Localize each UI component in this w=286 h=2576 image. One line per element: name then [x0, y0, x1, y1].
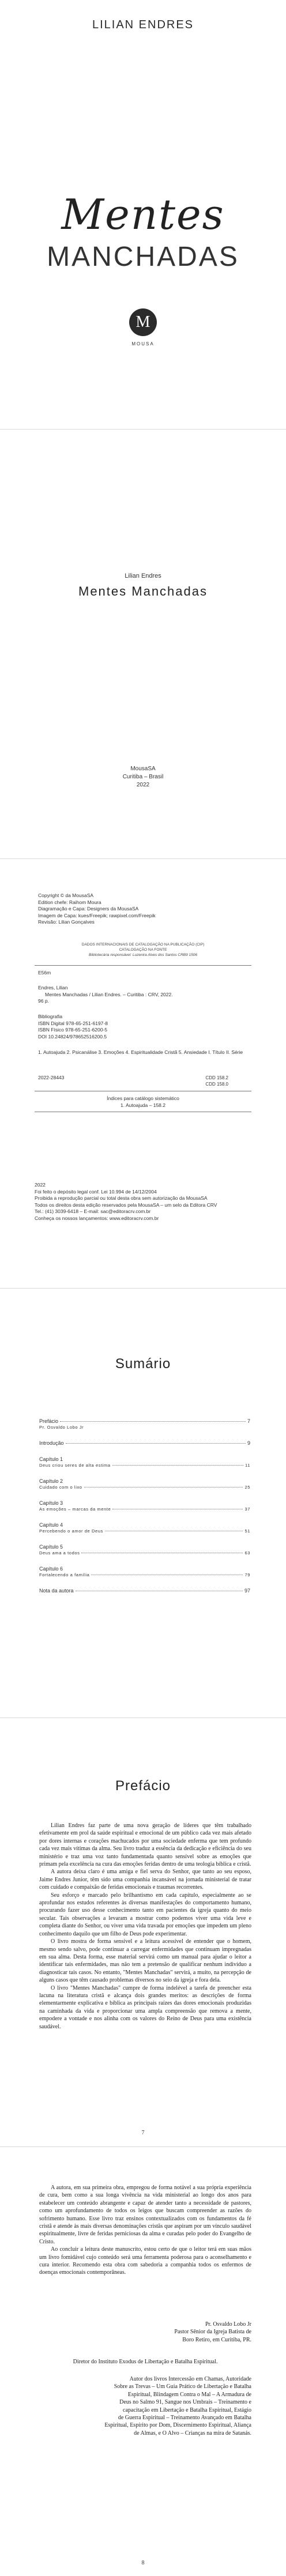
cip-rule	[35, 965, 251, 966]
cover-page	[0, 0, 286, 429]
cip-librarian: Bibliotecária responsável: Luzenira Alves dos Santos CRB9 1506	[88, 953, 197, 957]
preface-text	[39, 1822, 251, 2031]
toc-label: Capítulo 2	[39, 1478, 63, 1484]
legal-line: Tel.: (41) 3039-6418 – E-mail: sac@editoracrv.com.br	[35, 1208, 151, 1214]
credit-line: Revisão: Lilian Gonçalves	[38, 919, 95, 925]
bio-line: Sobre as Trevas – Um Guia Prático de Libertação e Batalha	[114, 2383, 251, 2390]
signature-line: Boro Retiro, em Curitiba, PR.	[182, 2336, 251, 2343]
bio-line: Espiritual, Espírito por Dom, Discernimento Espiritual, Aliança	[104, 2422, 251, 2429]
biblio-line: Bibliografia	[38, 1014, 63, 1019]
preface-heading: Prefácio	[115, 1778, 171, 1794]
legal-line: Conheça os nossos lançamentos: www.editoracrv.com.br	[35, 1215, 159, 1221]
toc-entry-chapter-2[interactable]	[39, 1478, 250, 1490]
toc-leader	[60, 1421, 246, 1422]
toc-subtitle: Pr. Osvaldo Lobo Jr	[39, 1425, 84, 1430]
cdd-block	[205, 1075, 228, 1087]
toc-page: 37	[244, 1507, 250, 1512]
credit-line: Edition chefe: Raihom Moura	[38, 899, 101, 905]
toc-leader	[66, 1443, 246, 1444]
toc-label: Nota da autora	[39, 1588, 74, 1594]
title-page	[0, 430, 286, 858]
catalog-index	[35, 1095, 251, 1109]
publisher-line: MousaSA	[130, 766, 156, 772]
cip-entry	[38, 985, 248, 1005]
author-bio	[104, 2375, 251, 2437]
toc-label: Capítulo 3	[39, 1500, 63, 1506]
signature-line: Pastor Sênior da Igreja Batista de	[174, 2329, 251, 2336]
toc-label: Capítulo 4	[39, 1522, 63, 1528]
cdd-line: CDD 158.0	[205, 1082, 228, 1087]
title-page-author: Lilian Endres	[125, 573, 161, 579]
toc-entry-chapter-3[interactable]	[39, 1500, 250, 1512]
cip-record	[35, 965, 251, 1138]
title-page-publisher	[0, 765, 286, 789]
toc-entry-chapter-4[interactable]	[39, 1522, 250, 1534]
toc-subtitle: Cuidado com o lixo	[39, 1485, 82, 1490]
credit-line: Copyright © da MousaSA	[38, 892, 94, 898]
toc-subtitle: Deus ama a todos	[39, 1550, 80, 1556]
cover-author: LILIAN ENDRES	[92, 18, 194, 31]
toc-subtitle: Fortalecendo a família	[39, 1572, 90, 1577]
toc-page: 79	[244, 1572, 250, 1577]
cip-header	[35, 942, 251, 958]
cip-code: E56m	[38, 970, 51, 976]
toc-page: 25	[244, 1485, 250, 1490]
cover-title-script: Mentes	[61, 190, 225, 239]
cover-publisher: MOUSA	[131, 341, 155, 347]
toc-label: Capítulo 6	[39, 1566, 63, 1572]
publisher-line: Curitiba – Brasil	[122, 774, 164, 780]
toc-label: Capítulo 1	[39, 1456, 63, 1462]
page-number: 8	[141, 2560, 145, 2566]
toc-entry-chapter-6[interactable]	[39, 1566, 250, 1577]
toc-page: 11	[245, 1463, 250, 1468]
cip-line: Endres, Lilian	[38, 985, 68, 991]
biblio-line: ISBN Digital 978-65-251-6197-8	[38, 1020, 108, 1026]
toc-label: Prefácio	[39, 1418, 59, 1424]
toc-entry-preface[interactable]	[39, 1418, 250, 1430]
toc-page: 7	[247, 1418, 250, 1424]
table-of-contents	[39, 1418, 250, 1604]
afterword-text	[39, 2184, 251, 2277]
toc-entry-chapter-5[interactable]	[39, 1544, 250, 1556]
toc-subtitle: Deus criou seres de alta estima	[39, 1463, 111, 1468]
toc-leader	[112, 1465, 243, 1466]
title-page-title: Mentes Manchadas	[78, 584, 208, 598]
preface-paragraph: O livro "Mentes Manchadas" cumpre de forma indelével a tarefa de preencher esta lacuna na literatura cristã e alcança dois grandes meritos: as descrições de forma elementarmente explicativa e bíblica as principais raízes das dores emocionais produzidas na caminhada da vida e proporcionar uma ampla compreensão que remova a mente, empodere a vontade e nos alinha com os valores do Reino de Deus para uma existência saudável.	[39, 1984, 251, 2030]
cip-line: 96 p.	[38, 998, 49, 1004]
bio-line: capacitação em Libertação e Batalha Espiritual, Estágio	[123, 2406, 251, 2413]
preface-paragraph: Lilian Endres faz parte de uma nova geração de líderes que têm trabalhado efetivamente em prol da saúde espiritual e emocional de um público cada vez mais afetado por dores internas e corações machucados por uma sociedade enferma que tem profundo cada vez mais vítimas da alma. Seu livro traduz a essência da dedicação e eficiência do seu ministério e traz uma voz tanto fundamentada quanto sensível sobre as emoções que primam pela excelência na cura das emoções feridas dentro de uma teologia bíblica e cristã.	[39, 1822, 251, 1868]
toc-page: 97	[244, 1588, 250, 1594]
toc-label: Introdução	[39, 1440, 64, 1446]
biblio-line: ISBN Físico 978-65-251-6200-5	[38, 1027, 108, 1033]
bio-line: Autor dos livros Intercessão em Chamas, Autoridade	[129, 2376, 251, 2382]
toc-subtitle: Percebendo o amor de Deus	[39, 1528, 103, 1534]
index-line: 1. Autoajuda – 158.2	[121, 1102, 165, 1108]
cip-subheading: CATALOGAÇÃO NA FONTE	[119, 948, 167, 952]
toc-page: 63	[244, 1550, 250, 1556]
legal-line: Todos os direitos desta edição reservados pela MousaSA – um selo da Editora CRV	[35, 1202, 217, 1208]
toc-entry-author-note[interactable]	[39, 1588, 250, 1594]
legal-line: Foi feito o depósito legal conf. Lei 10.994 de 14/12/2004	[35, 1188, 157, 1195]
credits-block	[38, 892, 251, 926]
publisher-line: 2022	[136, 782, 150, 788]
preface-paragraph: A autora deixa claro é uma amiga e fiel serva do Senhor, que tanto ao seu esposo, Jaime Endres Junior, têm sido uma companhia incansável na jornada ministerial de tratar com cuidado e compaixão de feridas emocionais e traumas recorrentes.	[39, 1869, 251, 1891]
bio-line: Deus no Salmo 91, Sangue nos Umbrais – Treinamento e	[119, 2399, 251, 2406]
preface-paragraph: Seu esforço e marcado pelo brilhantismo em cada capítulo, especialmente ao se aprofundar nos estudos referentes às diversas manifestações do comportamento humano, procurando fazer uso desse conhecimento tanto em pacientes da igreja quanto do meio secular. Tais observações a levaram a mostrar como podemos viver uma vida leve e completa diante do Senhor, ou viver uma vida travada por emoções que impedem um pleno conhecimento daquilo que um filho de Deus pode experimentar.	[39, 1892, 251, 1937]
bio-line: de Guerra Espiritual – Treinamento Avançado em Batalha	[118, 2415, 251, 2421]
legal-line: 2022	[35, 1182, 46, 1188]
cip-heading: DADOS INTERNACIONAIS DE CATALOGAÇÃO NA PUBLICAÇÃO (CIP)	[81, 943, 205, 947]
summary-heading: Sumário	[115, 1356, 171, 1372]
publisher-logo-icon: M	[129, 308, 157, 336]
afterword-paragraph: A autora, em sua primeira obra, empregou de forma notável a sua própria experiência de cura, bem como a sua longa vivência na vida ministerial ao longo dos anos para estabelecer um conteúdo abrangente e capaz de atender tanto a necessidade de pastores, como um aprofundamento de todos os leigos que buscam compreender as razões do sofrimento humano. Esse livro traz ensinos contextualizados com os fundamentos da fé cristã e atende às mais diversas denominações cristãs que aspiram por um vínculo saudável espiritualmente, livre de feridas perniciosas da alma e curadas pelo poder do Evangelho de Cristo.	[39, 2185, 251, 2245]
biblio-line: DOI 10.24824/978652516200.5	[38, 1033, 107, 1040]
bio-line: Espiritual, Blindagem Contra o Mal – A Armadura de	[127, 2391, 251, 2398]
index-line: Índices para catálogo sistemático	[107, 1095, 179, 1101]
signature-block	[174, 2321, 251, 2344]
toc-entry-introduction[interactable]	[39, 1440, 250, 1446]
cip-biblio	[38, 1014, 248, 1040]
toc-entry-chapter-1[interactable]	[39, 1456, 250, 1468]
cover-title-caps: MANCHADAS	[47, 242, 239, 272]
bio-line: de Almas, e O Alvo – Crianças na mira de Satanás.	[134, 2430, 251, 2436]
cdd-line: CDD 158.2	[205, 1075, 228, 1080]
toc-subtitle: As emoções – marcas da mente	[39, 1507, 111, 1512]
toc-label: Capítulo 5	[39, 1544, 63, 1550]
signature-line: Pr. Osvaldo Lobo Jr	[205, 2321, 251, 2328]
legal-line: Proibida a reprodução parcial ou total desta obra sem autorização da MousaSA	[35, 1195, 208, 1201]
cip-control-number: 2022-28443	[38, 1075, 65, 1080]
toc-page: 9	[247, 1440, 250, 1446]
afterword-paragraph: Ao concluir a leitura deste manuscrito, estou certo de que o leitor terá em suas mãos um livro fomidável cujo conteúdo será uma ferramenta poderosa para o aconselhamento e cura interior. Recomendo esta obra com sabedoria a companhia todos os enfermos de doenças emocionais contemporâneas.	[39, 2246, 251, 2276]
legal-footer	[35, 1182, 251, 1222]
credit-line: Diagramação e Capa: Designers da MousaSA	[38, 906, 139, 912]
cip-subjects: 1. Autoajuda 2. Psicanálise 3. Emoções 4. Espiritualidade Cristã 5. Ansiedade I. Título II. Série	[38, 1049, 243, 1055]
preface-paragraph: O livro mostra de forma sensível e a leitura acessível de entender que o homem, mesmo sendo salvo, pode continuar a carregar enfermidades que continuam impregnadas em sua alma. Desta forma, esse material servirá como um manual para ajudar o leitor a identificar tais enfermidades, mas não tem a pretensão de qualificar nenhum indivíduo a diagnosticar tais casos. No entanto, "Mentes Manchadas" servirá, a muito, na percepção de alguns casos que têm causado problemas diversos no seio da igreja e fora dela.	[39, 1938, 251, 1984]
page-number: 7	[141, 2130, 145, 2136]
copyright-page	[0, 859, 286, 1288]
credit-line: Imagem de Capa: kues/Freepik; rawpixel.com/Freepik	[38, 912, 156, 918]
cip-line: Mentes Manchadas / Lilian Endres. – Curitiba : CRV, 2022.	[45, 991, 173, 997]
director-line: Diretor do Instituto Exodus de Libertação e Batalha Espiritual.	[73, 2359, 218, 2365]
toc-page: 51	[244, 1528, 250, 1534]
